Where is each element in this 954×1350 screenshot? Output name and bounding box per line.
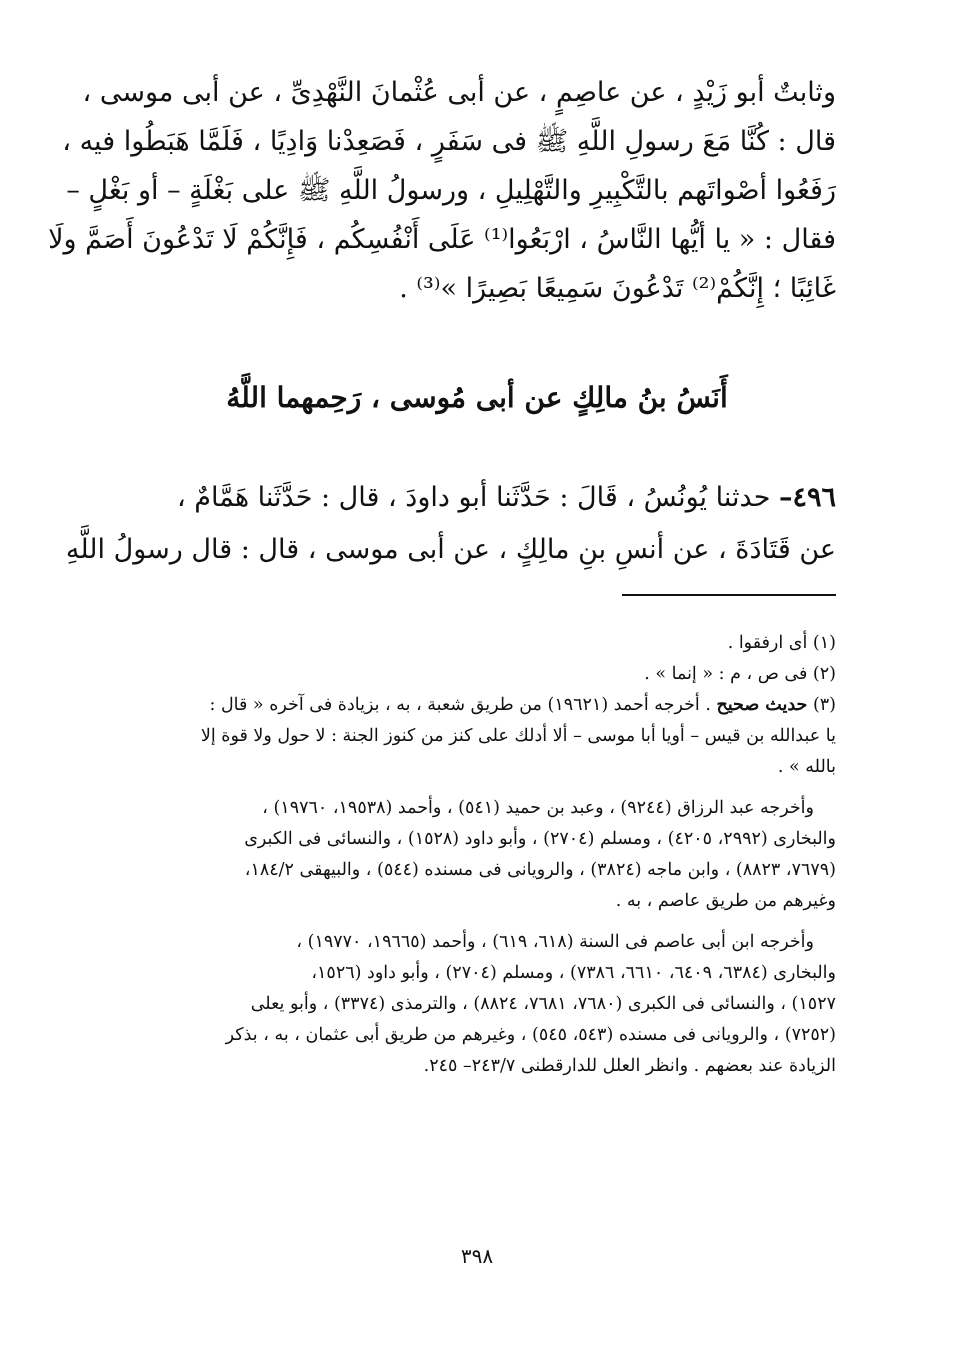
main-text-line: غَائِبًا ؛ إِنَّكُمْ⁽²⁾ تَدْعُونَ سَمِيعًا بَصِيرًا »⁽³⁾ . [399, 273, 836, 304]
main-text [48, 68, 836, 313]
footnote-line: (٧٢٥٢) ، والرويانى فى مسنده (٥٤٣، ٥٤٥) ، وغيرهم من طريق أبى عثمان ، به ، بذكر [225, 1025, 836, 1045]
main-text-line: فقال : « يا أيُّها النَّاسُ ، ارْبَعُوا⁽¹⁾ عَلَى أَنْفُسِكُم ، فَإِنَّكُمْ لَا تَدْعُونَ أَصَمَّ ولَا [48, 224, 836, 255]
footnote-line: وغيرهم من طريق عاصم ، به . [615, 891, 836, 911]
footnote-text: . أخرجه أحمد (١٩٦٢١) من طريق شعبة ، به ، بزيادة فى آخره « قال : [209, 695, 717, 715]
footnote-line: وأخرجه عبد الرزاق (٩٢٤٤) ، وعبد بن حميد (٥٤١) ، وأحمد (١٩٥٣٨، ١٩٧٦٠) ، [262, 798, 814, 818]
footnote-line: والبخارى (٢٩٩٢، ٤٢٠٥) ، ومسلم (٢٧٠٤) ، وأبو داود (١٥٢٨) ، والنسائى فى الكبرى [244, 829, 836, 849]
footnote-line: الزيادة عند بعضهم . وانظر العلل للدارقطنى ٢٤٣/٧– ٢٤٥. [423, 1056, 836, 1076]
hadith-number: ٤٩٦– [778, 482, 836, 513]
footnotes [118, 628, 836, 1082]
footnote-marker: (٣) [807, 695, 836, 715]
grading-label: حديث صحيح [716, 695, 808, 715]
hadith-line: عن قَتَادَةَ ، عن أنسِ بنِ مالِكٍ ، عن أبى موسى ، قال : قال رسولُ اللَّهِ [65, 534, 836, 565]
footnote-line: (٧٦٧٩، ٨٨٢٣) ، وابن ماجه (٣٨٢٤) ، والرويانى فى مسنده (٥٤٤) ، والبيهقى ١٨٤/٢، [244, 860, 836, 880]
footnote-line: وأخرجه ابن أبى عاصم فى السنة (٦١٨، ٦١٩) ، وأحمد (١٩٦٦٥، ١٩٧٧٠) ، [296, 932, 814, 952]
footnote-2: (٢) فى ص ، م : « إنما » . [644, 664, 836, 684]
footnote-line: بالله » . [777, 757, 836, 777]
footnote-line: ١٥٢٧) ، والنسائى فى الكبرى (٧٦٨٠، ٧٦٨١، ٨٨٢٤) ، والترمذى (٣٣٧٤) ، وأبو يعلى [250, 994, 836, 1014]
footnote-line: والبخارى (٦٣٨٤، ٦٤٠٩، ٦٦١٠، ٧٣٨٦) ، ومسلم (٢٧٠٤) ، وأبو داود (١٥٢٦، [311, 963, 836, 983]
footnote-divider [622, 594, 836, 596]
section-heading: أَنَسُ بنُ مالِكٍ عن أبى مُوسى ، رَحِمهما اللَّهُ [226, 381, 728, 414]
main-text-line: وثابتٌ أبو زَيْدٍ ، عن عاصِمٍ ، عن أبى عُثْمانَ النَّهْدِىِّ ، عن أبى موسى ، [82, 77, 836, 108]
footnote-3 [118, 690, 836, 721]
footnote-line: يا عبدالله بن قيس – أويا أبا موسى – ألا أدلك على كنز من كنوز الجنة : لا حول ولا قوة إلا [200, 726, 836, 746]
hadith-line [118, 472, 836, 524]
main-text-line: رَفَعُوا أصْواتَهم بالتَّكْبِيرِ والتَّهْلِيلِ ، ورسولُ اللَّهِ ﷺ على بَغْلَةٍ – أو بَغْلٍ – [66, 175, 836, 206]
hadith-line-text: حدثنا يُونُسُ ، قَالَ : حَدَّثَنا أبو داودَ ، قال : حَدَّثَنا هَمَّامٌ ، [176, 482, 779, 513]
main-text-line: قال : كُنَّا مَعَ رسولِ اللَّهِ ﷺ فى سَفَرٍ ، فَصَعِدْنا وَادِيًا ، فَلَمَّا هَبَطُوا فيه ، [62, 126, 836, 157]
footnote-1: (١) أى ارفقوا . [727, 633, 836, 653]
hadith-text [65, 472, 836, 576]
page-number: ٣٩٨ [460, 1244, 494, 1268]
